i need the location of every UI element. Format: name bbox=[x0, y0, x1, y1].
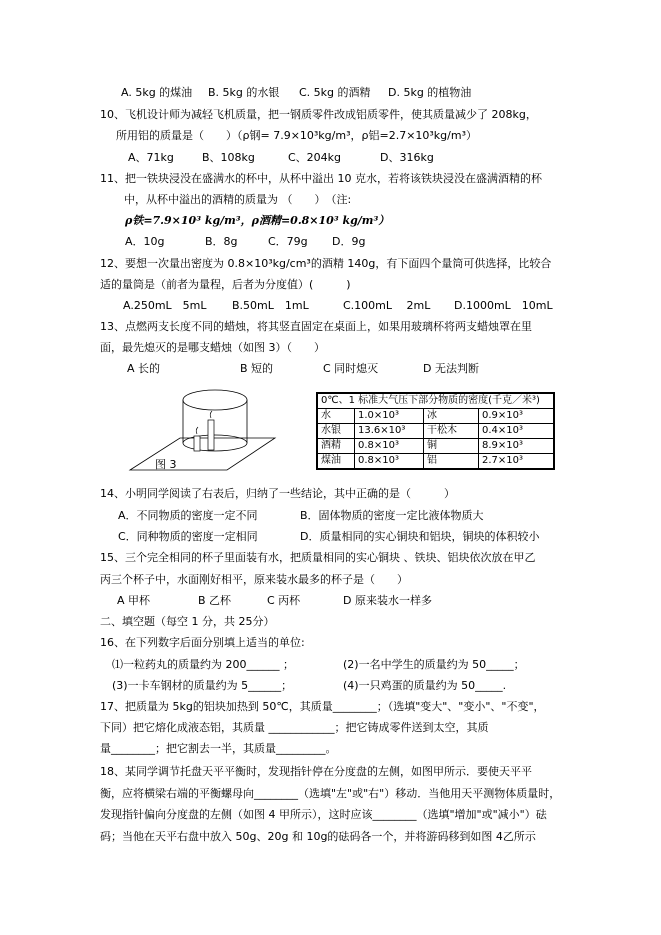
q13-line1: 13、点燃两支长度不同的蜡烛，将其竖直固定在桌面上，如果用玻璃杯将两支蜡烛罩在里 bbox=[100, 320, 532, 333]
q9-option-a: A. 5kg 的煤油 bbox=[121, 86, 193, 99]
q18-line1: 18、某同学调节托盘天平平衡时，发现指针停在分度盘的左侧，如图甲所示．要使天平平 bbox=[100, 765, 532, 778]
q13-option-a: A 长的 bbox=[127, 362, 161, 375]
q15-option-b: B 乙杯 bbox=[198, 594, 232, 607]
cell: 2.7×10³ bbox=[479, 454, 555, 470]
q10-option-c: C、204kg bbox=[288, 151, 342, 164]
q16-line1: 16、在下列数字后面分别填上适当的单位: bbox=[100, 636, 305, 649]
q10-option-d: D、316kg bbox=[380, 151, 434, 164]
q15-line1: 15、三个完全相同的杯子里面装有水，把质量相同的实心铜块 、铁块、铝块依次放在甲乙 bbox=[100, 551, 536, 564]
q10-line2: 所用铝的质量是（ ）（ρ钢= 7.9×10³kg/m³，ρ铝=2.7×10³kg/m³） bbox=[116, 129, 477, 142]
q13-option-c: C 同时熄灭 bbox=[323, 362, 379, 375]
q13-option-b: B 短的 bbox=[240, 362, 274, 375]
q12-option-a: A.250mL 5mL bbox=[123, 299, 207, 312]
q14-option-d: D．质量相同的实心铜块和铝块，铜块的体积较小 bbox=[300, 530, 540, 543]
cell: 0.8×10³ bbox=[355, 454, 424, 470]
cell: 0.9×10³ bbox=[479, 409, 555, 424]
table-title: 0℃、1 标准大气压下部分物质的密度(千克／米³) bbox=[317, 393, 554, 409]
q18-line4: 码；当他在天平右盘中放入 50g、20g 和 10g的砝码各一个，并将游码移到如图 4乙所示 bbox=[100, 830, 536, 843]
q11-option-c: C．79g bbox=[268, 235, 308, 248]
table-row bbox=[317, 424, 554, 439]
q10-option-b: B、108kg bbox=[202, 151, 255, 164]
q16-item-3: (3)一卡车钢材的质量约为 5______； bbox=[112, 679, 293, 692]
q11-line2: 中，从杯中溢出的酒精的质量为 （ ） （注: bbox=[124, 193, 352, 206]
q12-option-b: B.50mL 1mL bbox=[232, 299, 309, 312]
cell: 铜 bbox=[424, 439, 479, 454]
section-2-heading: 二、填空题（每空 1 分，共 25分） bbox=[100, 615, 275, 628]
q15-option-a: A 甲杯 bbox=[117, 594, 151, 607]
q12-option-c: C.100mL 2mL bbox=[343, 299, 431, 312]
q18-line2: 衡，应将横梁右端的平衡螺母向________（选填"左"或"右"）移动．当他用天平测物体质量时， bbox=[100, 787, 561, 800]
q15-option-c: C 丙杯 bbox=[267, 594, 301, 607]
q12-line1: 12、要想一次量出密度为 0.8×10³kg/cm³的酒精 140g，有下面四个量筒可供选择，比较合 bbox=[100, 257, 552, 270]
cell: 水银 bbox=[317, 424, 355, 439]
cell: 1.0×10³ bbox=[355, 409, 424, 424]
q11-option-d: D．9g bbox=[332, 235, 366, 248]
q10-option-a: A、71kg bbox=[128, 151, 174, 164]
q16-item-4: (4)一只鸡蛋的质量约为 50_____. bbox=[343, 679, 507, 692]
q11-option-a: A．10g bbox=[125, 235, 165, 248]
q11-option-b: B．8g bbox=[205, 235, 238, 248]
figure-3-candles-under-cup bbox=[125, 378, 285, 473]
q15-option-d: D 原来装水一样多 bbox=[343, 594, 432, 607]
table-row bbox=[317, 439, 554, 454]
cell: 8.9×10³ bbox=[479, 439, 555, 454]
q9-option-b: B. 5kg 的水银 bbox=[208, 86, 280, 99]
density-table bbox=[316, 392, 555, 470]
q10-line1: 10、飞机设计师为减轻飞机质量，把一钢质零件改成铝质零件，使其质量减少了 208kg， bbox=[100, 108, 537, 121]
q13-line2: 面，最先熄灭的是哪支蜡烛（如图 3）（ ） bbox=[100, 341, 325, 354]
q13-option-d: D 无法判断 bbox=[423, 362, 479, 375]
q17-line2: 下同）把它熔化成液态铝，其质量 ____________；把它铸成零件送到太空，其质 bbox=[100, 721, 489, 734]
cell: 水 bbox=[317, 409, 355, 424]
q11-formula: ρ铁=7.9×10³ kg/m³，ρ酒精=0.8×10³ kg/m³） bbox=[125, 214, 390, 227]
cell: 铝 bbox=[424, 454, 479, 470]
figure-label: 图 3 bbox=[155, 458, 177, 471]
q14-line1: 14、小明同学阅读了右表后，归纳了一些结论，其中正确的是（ ） bbox=[100, 487, 455, 500]
cell: 冰 bbox=[424, 409, 479, 424]
q17-line1: 17、把质量为 5kg的铝块加热到 50℃，其质量________；（选填"变大"、"变小"、"不变"， bbox=[100, 700, 545, 713]
table-row bbox=[317, 454, 554, 470]
q11-line1: 11、把一铁块浸没在盛满水的杯中，从杯中溢出 10 克水，若将该铁块浸没在盛满酒精的杯 bbox=[100, 172, 542, 185]
cell: 0.4×10³ bbox=[479, 424, 555, 439]
q15-line2: 丙三个杯子中，水面刚好相平，原来装水最多的杯子是（ ） bbox=[100, 573, 408, 586]
cell: 13.6×10³ bbox=[355, 424, 424, 439]
q12-option-d: D.1000mL 10mL bbox=[454, 299, 553, 312]
cell: 煤油 bbox=[317, 454, 355, 470]
q16-item-2: (2)一名中学生的质量约为 50_____； bbox=[343, 658, 525, 671]
table-row bbox=[317, 409, 554, 424]
q14-option-b: B．固体物质的密度一定比液体物质大 bbox=[300, 509, 484, 522]
q12-line2: 适的量筒是（前者为量程，后者为分度值）( ) bbox=[100, 278, 351, 291]
q18-line3: 发现指针偏向分度盘的左侧（如图 4 甲所示），这时应该________（选填"增加"或"减小"）砝 bbox=[100, 808, 547, 821]
cell: 酒精 bbox=[317, 439, 355, 454]
q16-item-1: ⑴一粒药丸的质量约为 200______ ； bbox=[112, 658, 294, 671]
q14-option-c: C．同种物质的密度一定相同 bbox=[118, 530, 258, 543]
cell: 干松木 bbox=[424, 424, 479, 439]
q9-option-d: D. 5kg 的植物油 bbox=[388, 86, 472, 99]
cell: 0.8×10³ bbox=[355, 439, 424, 454]
q17-line3: 量________；把它割去一半，其质量_________。 bbox=[100, 742, 337, 755]
q14-option-a: A．不同物质的密度一定不同 bbox=[118, 509, 258, 522]
q9-option-c: C. 5kg 的酒精 bbox=[299, 86, 371, 99]
